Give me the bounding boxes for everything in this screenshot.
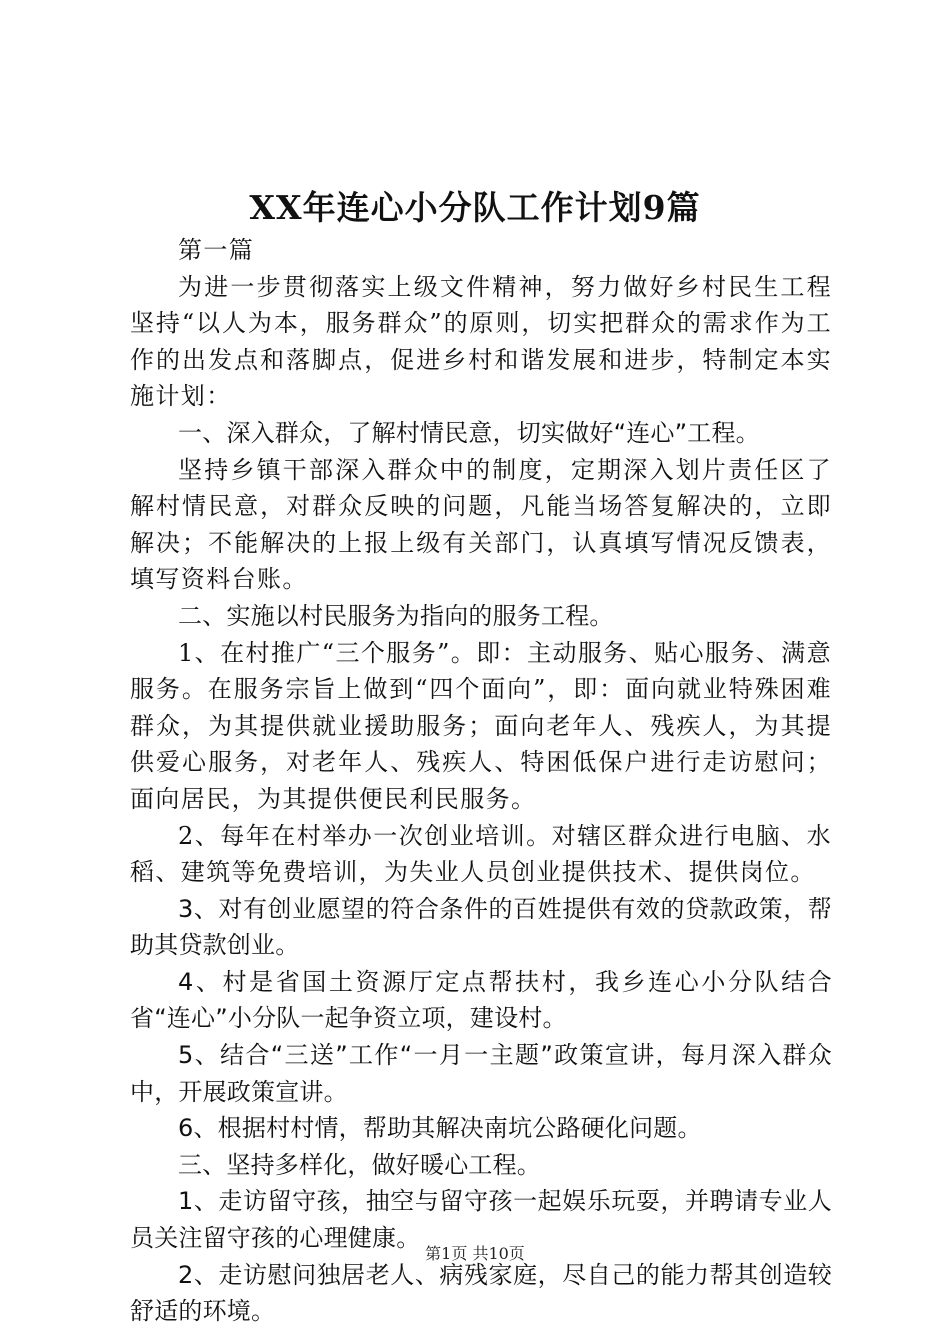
paragraph: 6、根据村村情，帮助其解决南坑公路硬化问题。 — [178, 1114, 702, 1143]
paragraph: 4、村是省国土资源厅定点帮扶村，我乡连心小分队结合省“连心”小分队一起争资立项，建设村。 — [130, 967, 832, 1033]
paragraph: 2、每年在村举办一次创业培训。对辖区群众进行电脑、水稻、建筑等免费培训，为失业人员创业提供技术、提供岗位。 — [130, 821, 832, 887]
section-heading: 二、实施以村民服务为指向的服务工程。 — [178, 601, 614, 630]
section-heading: 一、深入群众，了解村情民意，切实做好“连心”工程。 — [178, 418, 760, 447]
paragraph: 2、走访慰问独居老人、病残家庭，尽自己的能力帮其创造较舒适的环境。 — [130, 1260, 832, 1326]
section-heading: 第一篇 — [178, 236, 255, 264]
document-title: XX年连心小分队工作计划9篇 — [249, 188, 701, 227]
document-body — [130, 232, 832, 1330]
paragraph: 为进一步贯彻落实上级文件精神，努力做好乡村民生工程坚持“以人为本，服务群众”的原则，切实把群众的需求作为工作的出发点和落脚点，促进乡村和谐发展和进步，特制定本实施计划： — [130, 272, 832, 411]
paragraph: 5、结合“三送”工作“一月一主题”政策宣讲，每月深入群众中，开展政策宣讲。 — [130, 1041, 832, 1106]
paragraph: 1、在村推广“三个服务”。即：主动服务、贴心服务、满意服务。在服务宗旨上做到“四个面向”，即：面向就业特殊困难群众，为其提供就业援助服务；面向老年人、残疾人，为其提供爱心服务，对老年人、残疾人、特困低保户进行走访慰问；面向居民，为其提供便民利民服务。 — [130, 638, 832, 813]
page-number-footer: 第1页 共10页 — [425, 1244, 525, 1263]
paragraph: 1、走访留守孩，抽空与留守孩一起娱乐玩耍，并聘请专业人员关注留守孩的心理健康。 — [130, 1187, 832, 1253]
paragraph: 坚持乡镇干部深入群众中的制度，定期深入划片责任区了解村情民意，对群众反映的问题，凡能当场答复解决的，立即解决；不能解决的上报上级有关部门，认真填写情况反馈表，填写资料台账。 — [130, 455, 832, 594]
paragraph: 3、对有创业愿望的符合条件的百姓提供有效的贷款政策，帮助其贷款创业。 — [130, 894, 832, 960]
section-heading: 三、坚持多样化，做好暖心工程。 — [178, 1150, 541, 1179]
